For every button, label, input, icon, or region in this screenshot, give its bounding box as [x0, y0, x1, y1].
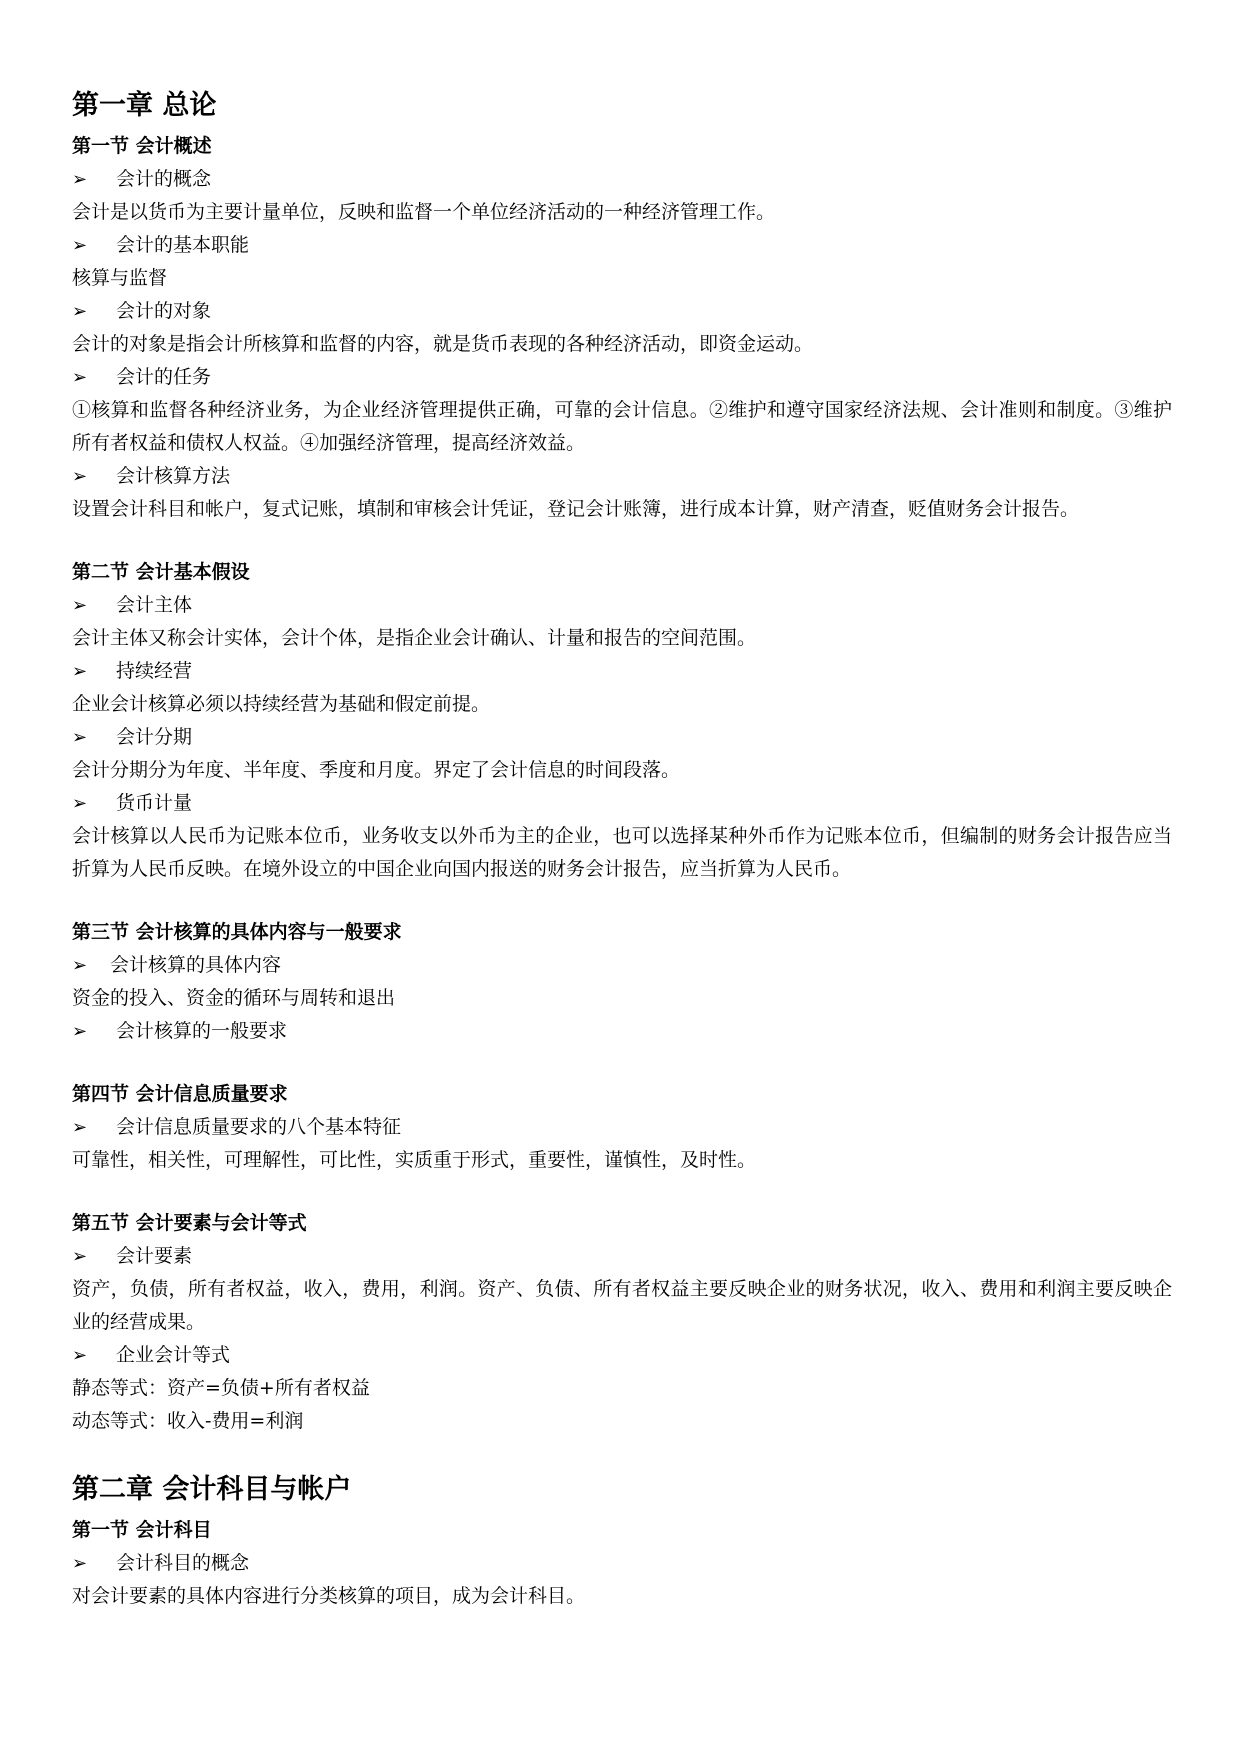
section-title: 第四节 会计信息质量要求	[72, 1083, 288, 1105]
bullet-item	[72, 1015, 1172, 1048]
paragraph: 可靠性，相关性，可理解性，可比性，实质重于形式，重要性，谨慎性，及时性。	[72, 1149, 757, 1171]
bullet-label: 会计的对象	[116, 300, 212, 322]
bullet-label: 会计要素	[116, 1245, 193, 1267]
arrow-bullet-icon: ➢	[72, 727, 88, 748]
bullet-label: 会计核算方法	[116, 465, 231, 487]
paragraph: 核算与监督	[72, 267, 168, 289]
paragraph: ①核算和监督各种经济业务，为企业经济管理提供正确，可靠的会计信息。②维护和遵守国家经济法规、会计准则和制度。③维护所有者权益和债权人权益。④加强经济管理，提高经济效益。	[72, 399, 1172, 454]
bullet-item	[72, 229, 1172, 262]
bullet-label: 会计的任务	[116, 366, 212, 388]
bullet-label: 会计的概念	[116, 168, 212, 190]
arrow-bullet-icon: ➢	[72, 466, 88, 487]
section-title: 第一节 会计科目	[72, 1519, 212, 1541]
arrow-bullet-icon: ➢	[72, 793, 88, 814]
section-title: 第一节 会计概述	[72, 135, 212, 157]
arrow-bullet-icon: ➢	[72, 595, 88, 616]
section-title: 第二节 会计基本假设	[72, 561, 250, 583]
bullet-label: 会计核算的具体内容	[110, 954, 282, 976]
paragraph: 动态等式：收入-费用=利润	[72, 1410, 304, 1432]
paragraph: 对会计要素的具体内容进行分类核算的项目，成为会计科目。	[72, 1585, 586, 1607]
bullet-item	[72, 1240, 1172, 1273]
bullet-item	[72, 361, 1172, 394]
bullet-item	[72, 949, 1172, 982]
paragraph: 设置会计科目和帐户，复式记账，填制和审核会计凭证，登记会计账簿，进行成本计算，财产清查，贬值财务会计报告。	[72, 498, 1080, 520]
paragraph: 会计的对象是指会计所核算和监督的内容，就是货币表现的各种经济活动，即资金运动。	[72, 333, 814, 355]
bullet-label: 会计主体	[116, 594, 193, 616]
bullet-item	[72, 721, 1172, 754]
bullet-item	[72, 1111, 1172, 1144]
chapter-title: 第二章 会计科目与帐户	[72, 1474, 352, 1505]
bullet-label: 会计核算的一般要求	[116, 1020, 288, 1042]
arrow-bullet-icon: ➢	[72, 955, 88, 976]
arrow-bullet-icon: ➢	[72, 1345, 88, 1366]
bullet-item	[72, 295, 1172, 328]
bullet-label: 会计分期	[116, 726, 193, 748]
bullet-item	[72, 787, 1172, 820]
bullet-item	[72, 163, 1172, 196]
section-title: 第五节 会计要素与会计等式	[72, 1212, 307, 1234]
arrow-bullet-icon: ➢	[72, 367, 88, 388]
bullet-item	[72, 655, 1172, 688]
paragraph: 静态等式：资产=负债+所有者权益	[72, 1377, 370, 1399]
paragraph: 会计分期分为年度、半年度、季度和月度。界定了会计信息的时间段落。	[72, 759, 681, 781]
bullet-label: 会计信息质量要求的八个基本特征	[116, 1116, 402, 1138]
bullet-item	[72, 589, 1172, 622]
bullet-label: 企业会计等式	[116, 1344, 231, 1366]
chapter-title: 第一章 总论	[72, 90, 217, 121]
bullet-item	[72, 460, 1172, 493]
arrow-bullet-icon: ➢	[72, 661, 88, 682]
arrow-bullet-icon: ➢	[72, 1117, 88, 1138]
paragraph: 资金的投入、资金的循环与周转和退出	[72, 987, 396, 1009]
paragraph: 会计主体又称会计实体，会计个体，是指企业会计确认、计量和报告的空间范围。	[72, 627, 757, 649]
arrow-bullet-icon: ➢	[72, 1553, 88, 1574]
bullet-label: 会计科目的概念	[116, 1552, 250, 1574]
paragraph: 会计是以货币为主要计量单位，反映和监督一个单位经济活动的一种经济管理工作。	[72, 201, 776, 223]
paragraph: 资产，负债，所有者权益，收入，费用，利润。资产、负债、所有者权益主要反映企业的财务状况，收入、费用和利润主要反映企业的经营成果。	[72, 1278, 1172, 1333]
bullet-label: 持续经营	[116, 660, 193, 682]
arrow-bullet-icon: ➢	[72, 1246, 88, 1267]
bullet-label: 会计的基本职能	[116, 234, 250, 256]
section-title: 第三节 会计核算的具体内容与一般要求	[72, 921, 402, 943]
bullet-item	[72, 1547, 1172, 1580]
paragraph: 会计核算以人民币为记账本位币，业务收支以外币为主的企业，也可以选择某种外币作为记账本位币，但编制的财务会计报告应当折算为人民币反映。在境外设立的中国企业向国内报送的财务会计报告，应当折算为人民币。	[72, 825, 1172, 880]
document-page	[72, 82, 1172, 1613]
arrow-bullet-icon: ➢	[72, 1021, 88, 1042]
bullet-label: 货币计量	[116, 792, 193, 814]
arrow-bullet-icon: ➢	[72, 235, 88, 256]
arrow-bullet-icon: ➢	[72, 301, 88, 322]
arrow-bullet-icon: ➢	[72, 169, 88, 190]
bullet-item	[72, 1339, 1172, 1372]
paragraph: 企业会计核算必须以持续经营为基础和假定前提。	[72, 693, 491, 715]
